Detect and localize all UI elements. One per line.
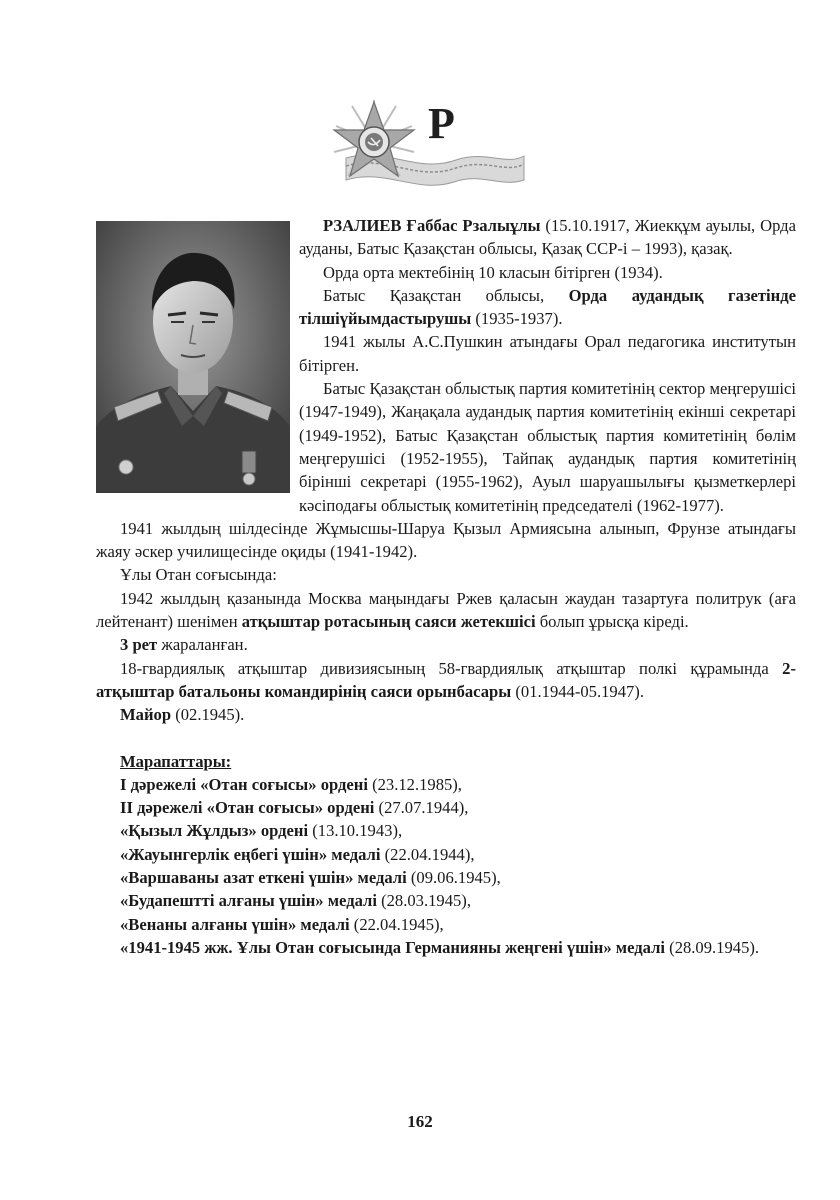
award-item: «Варшаваны азат еткені үшін» медалі (09.06.1945), <box>120 868 501 888</box>
section-letter: Р <box>428 99 455 148</box>
award-item: ІІ дәрежелі «Отан соғысы» ордені (27.07.1944), <box>120 798 469 818</box>
page-number: 162 <box>407 1112 433 1131</box>
bio-battalion: 18-гвардиялық атқыштар дивизиясының 58-гвардиялық атқыштар полкі құрамында 2-атқыштар батальоны командирінің саяси орынбасары (01.1944-05.1947). <box>96 658 796 701</box>
bio-wounded: 3 рет жараланған. <box>120 635 248 655</box>
award-item: «Будапештті алғаны үшін» медалі (28.03.1945), <box>120 891 471 911</box>
award-item: «Қызыл Жұлдыз» ордені (13.10.1943), <box>120 821 403 841</box>
bio-army-entry: 1941 жылдың шілдесінде Жұмысшы-Шаруа Қызыл Армиясына алынып, Фрунзе атындағы жаяу әскер училищесінде оқиды (1941-1942). <box>96 518 796 562</box>
order-star-ribbon-icon <box>326 96 526 188</box>
award-item: І дәрежелі «Отан соғысы» ордені (23.12.1985), <box>120 774 462 794</box>
biography-text <box>96 214 796 959</box>
bio-newspaper: Батыс Қазақстан облысы, Орда аудандық газетінде тілшіүйымдастырушы (1935-1937). <box>299 285 796 329</box>
section-header-emblem <box>326 96 526 188</box>
award-item: «Венаны алғаны үшін» медалі (22.04.1945), <box>120 914 444 934</box>
photo-text-wrap-spacer <box>96 214 299 506</box>
awards-heading: Марапаттары: <box>120 751 232 771</box>
bio-intro: РЗАЛИЕВ Ғаббас Рзалыұлы (15.10.1917, Жиекқұм ауылы, Орда ауданы, Батыс Қазақстан облысы, Қазақ ССР-і – 1993), қазақ. <box>299 216 796 259</box>
bio-rank: Майор (02.1945). <box>120 705 245 725</box>
bio-war-heading: Ұлы Отан соғысында: <box>120 565 277 585</box>
bio-institute: 1941 жылы А.С.Пушкин атындағы Орал педагогика институтын бітірген. <box>299 332 796 375</box>
bio-party-career: Батыс Қазақстан облыстық партия комитетінің сектор меңгерушісі (1947-1949), Жаңақала аудандық партия комитетінің екінші секретарі (1949-1952), Батыс Қазақстан облыстық партия комитетінің бөлім меңгерушісі (1952-1955), Тайпақ аудандық партия комитетінің бірінші секретарі (1955-1962), Ауыл шаруашылығы қызметкерлері кәсіподағы облыстық комитетінің председателі (1962-1977). <box>299 379 796 515</box>
bio-education: Орда орта мектебінің 10 класын бітірген (1934). <box>323 262 663 282</box>
award-item: «1941-1945 жж. Ұлы Отан соғысында Германияны жеңгені үшін» медалі (28.09.1945). <box>120 937 760 957</box>
award-item: «Жауынгерлік еңбегі үшін» медалі (22.04.1944), <box>120 844 475 864</box>
bio-rzhev: 1942 жылдың қазанында Москва маңындағы Ржев қаласын жаудан тазартуға политрук (аға лейтенант) шенімен атқыштар ротасының саяси жетекшісі болып ұрысқа кіреді. <box>96 588 796 632</box>
person-name: РЗАЛИЕВ Ғаббас Рзалыұлы <box>323 216 541 235</box>
